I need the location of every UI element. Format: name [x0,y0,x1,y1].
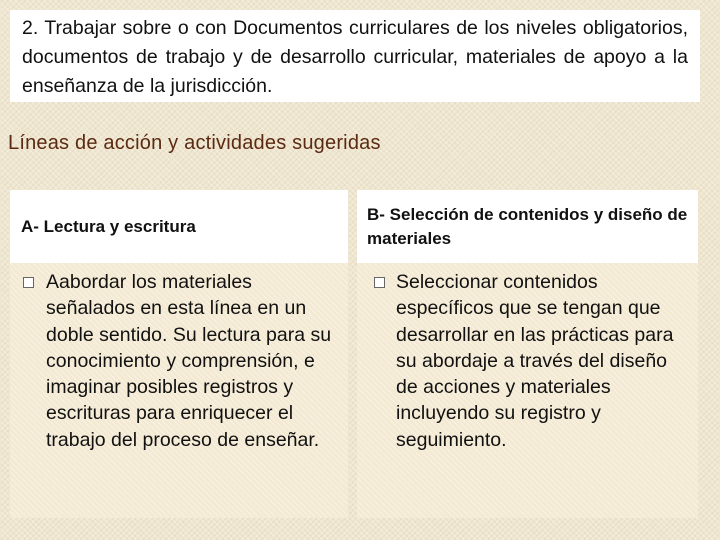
section-heading: Líneas de acción y actividades sugeridas [8,132,381,154]
column-a-title: A- Lectura y escritura [21,216,196,236]
title-box [10,10,700,102]
column-a-bullet-text: Aabordar los materiales señalados en esta línea en un doble sentido. Su lectura para su conocimiento y comprensión, e imaginar posibles registros y escrituras para enriquecer el trabajo del proceso de enseñar. [46,271,332,451]
square-bullet-icon [23,277,34,288]
list-item [357,269,698,453]
title-text: 2. Trabajar sobre o con Documentos curriculares de los niveles obligatorios, documentos de trabajo y de desarrollo curricular, materiales de apoyo a la enseñanza de la jurisdicción. [22,17,688,97]
column-b [357,190,698,518]
column-b-bullet-text: Seleccionar contenidos específicos que se tengan que desarrollar en las prácticas para su abordaje a través del diseño de acciones y materiales incluyendo su registro y seguimiento. [396,271,674,451]
column-a-body [10,263,348,518]
list-item [10,269,348,453]
column-b-body [357,263,698,518]
column-b-header [357,190,698,263]
column-b-title: B- Selección de contenidos y diseño de materiales [367,204,688,248]
square-bullet-icon [374,277,385,288]
column-a-header [10,190,348,263]
column-a [10,190,348,518]
